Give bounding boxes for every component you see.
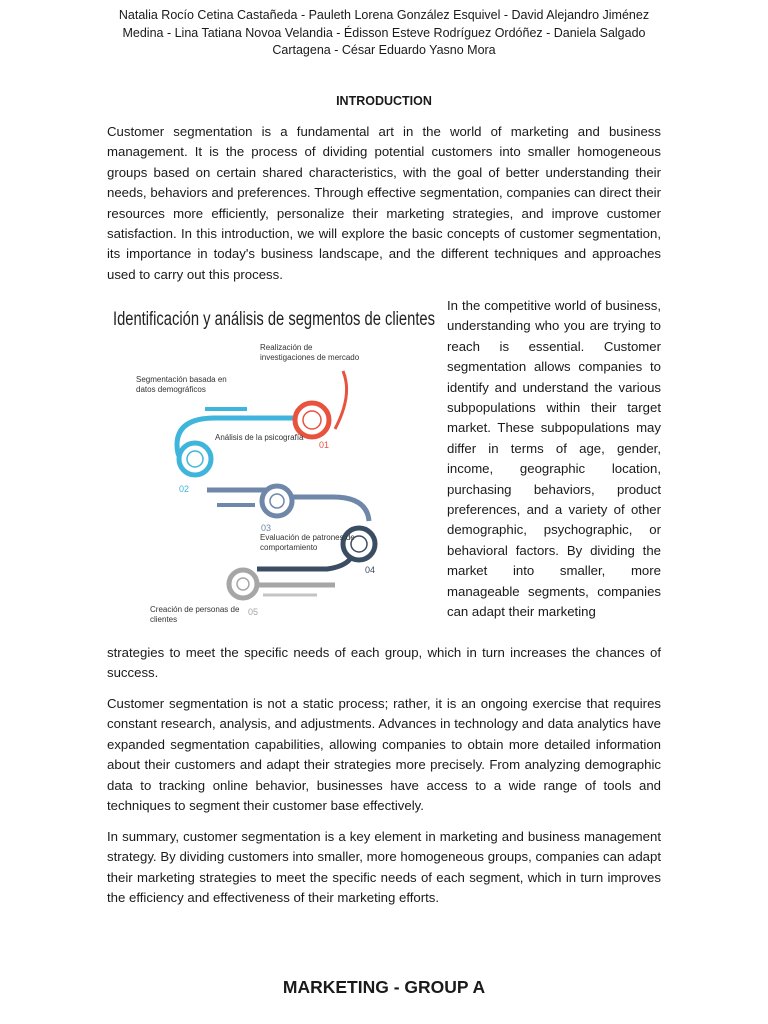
step-5-label-line1: Creación de personas de [150,605,240,614]
step-3-number: 03 [261,523,272,533]
step-1-label-line2: investigaciones de mercado [260,353,360,362]
section-heading: INTRODUCTION [336,94,432,108]
step-4-label-line2: comportamiento [260,543,318,552]
group-footer: MARKETING - GROUP A [282,977,486,997]
step-2-label-line1: Segmentación basada en [136,375,227,384]
side-paragraph-continued: strategies to meet the specific needs of each group, which in turn increases the chances of success. [107,645,661,681]
step-2-node [179,443,211,494]
process-paragraph: Customer segmentation is not a static process; rather, it is an ongoing exercise that requires constant research, analysis, and adjustments. Advances in technology and data analytics have expanded segmentation capabilities, allowing companies to obtain more detailed information about their customers and adapt their strategies more precisely. From analyzing demographic data to tracking online behavior, businesses have access to a wide range of tools and techniques to segment their customer base effectively. [107,696,661,814]
authors-line: Natalia Rocío Cetina Castañeda - Pauleth Lorena González Esquivel - David Alejandro Jiménez Medina - Lina Tatiana Novoa Velandia - Édisson Esteve Rodríguez Ordóñez - Daniela Salgado Cartagena - César Eduardo Yasno Mora [118,8,650,57]
intro-paragraph: Customer segmentation is a fundamental art in the world of marketing and business management. It is the process of dividing potential customers into smaller homogeneous groups based on certain shared characteristics, with the goal of better understanding their needs, behaviors and preferences. Through effective segmentation, companies can direct their resources more efficiently, personalize their marketing strategies, and improve customer satisfaction. In this introduction, we will explore the basic concepts of customer segmentation, its importance in today's business landscape, and the different techniques and approaches used to carry out this process. [107,124,661,282]
side-paragraph: In the competitive world of business, understanding who you are trying to reach is essential. Customer segmentation allows companies to identify and understand the various subpopulations within their target market. These subpopulations may differ in terms of age, gender, income, geographic location, purchasing behaviors, product preferences, and a variety of other demographic, psychographic, or behavioral factors. By dividing the market into smaller, more manageable segments, companies can adapt their marketing [447,298,661,620]
summary-paragraph: In summary, customer segmentation is a key element in marketing and business management strategy. By dividing customers into smaller, more homogeneous groups, companies can adapt their marketing strategies to meet the specific needs of each segment, which in turn improves the efficiency and effectiveness of their marketing efforts. [107,829,661,906]
segmentation-diagram [107,297,441,633]
svg-text:Segmentación basada en d [136,375,229,394]
step-3-node [261,486,292,533]
svg-text:Realización de investiga [260,343,360,362]
step-5-label-line2: clientes [150,615,178,624]
step-3-label: Análisis de la psicografía [215,433,304,442]
step-1-node [295,403,329,450]
diagram-title: Identificación y análisis de segmentos de clientes [113,309,435,330]
svg-text:Creación de personas de [150,605,242,624]
step-1-swoosh [335,371,347,429]
step-4-label-line1: Evaluación de patrones de [260,533,355,542]
step-1-label-line1: Realización de [260,343,313,352]
step-5-number: 05 [248,607,259,617]
step-1-number: 01 [319,440,330,450]
step-2-number: 02 [179,484,190,494]
step-2-label-line2: datos demográficos [136,385,206,394]
step-4-number: 04 [365,565,376,575]
